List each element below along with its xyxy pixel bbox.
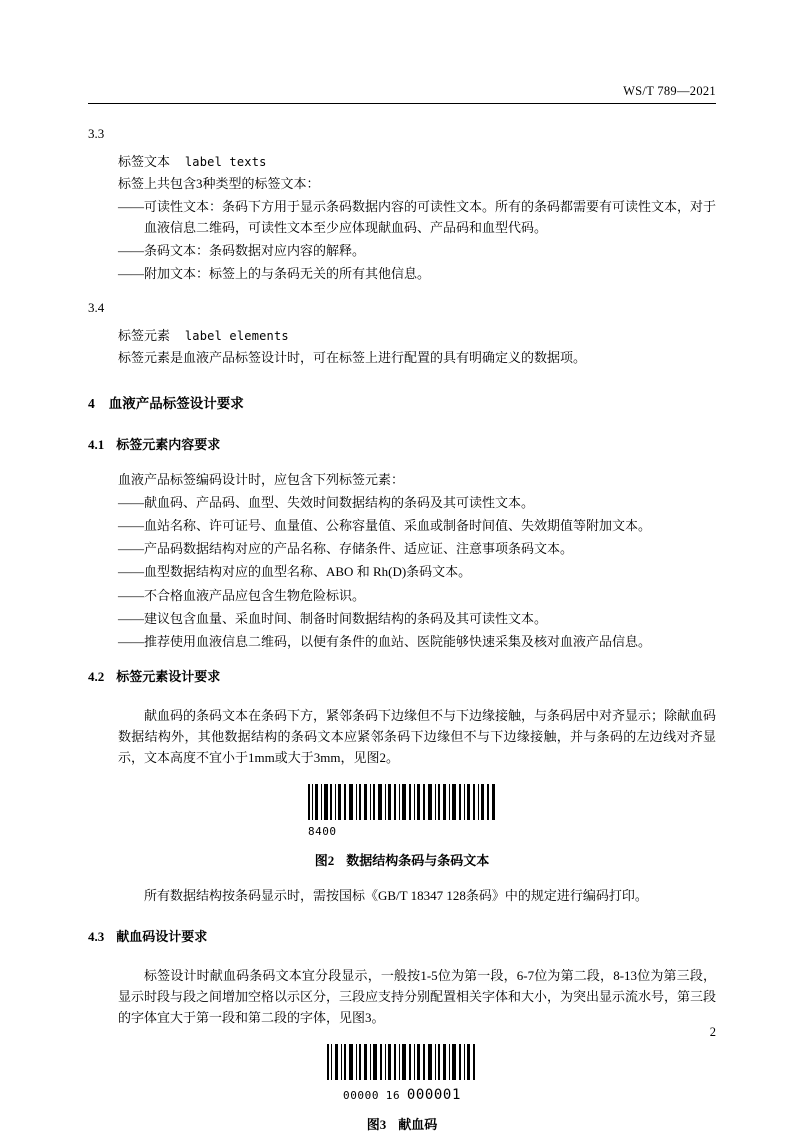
figure-3-barcode-text	[327, 1087, 477, 1103]
standard-code: WS/T 789—2021	[623, 84, 716, 98]
paragraph-4-3: 标签设计时献血码条码文本宜分段显示，一般按1-5位为第一段，6-7位为第二段，8-13位为第三段，显示时段与段之间增加空格以示区分，三段应支持分别配置相关字体和大小，为突出显示流水号，第三段的字体宜大于第一段和第二段的字体，见图3。	[118, 967, 717, 1025]
page-content	[88, 84, 716, 1137]
list-item-4-1-1: ——血站名称、许可证号、血量值、公称容量值、采血或制备时间值、失效期值等附加文本。	[118, 518, 652, 534]
paragraph-4-2-after: 所有数据结构按条码显示时，需按国标《GB/T 18347 128条码》中的规定进行编码打印。	[144, 887, 648, 903]
figure-2-barcode-text: 8400	[308, 824, 337, 838]
figure-2-text: 数据结构条码与条码文本	[346, 852, 490, 868]
donation-code-segment-2: 16	[385, 1088, 401, 1102]
figure-3-label: 图3	[366, 1116, 387, 1132]
figure-3-title	[88, 1114, 716, 1133]
paragraph-3-3-3: ——附加文本：标签上的与条码无关的所有其他信息。	[118, 266, 431, 282]
section-number-4-3: 4.3	[88, 928, 105, 944]
section-number-4-1: 4.1	[88, 437, 105, 453]
term-en-3-3: label texts	[184, 155, 267, 169]
list-item-4-1-0: ——献血码、产品码、血型、失效时间数据结构的条码及其可读性文本。	[118, 495, 535, 511]
figure-2-label: 图2	[314, 852, 335, 868]
paragraph-3-3-0: 标签上共包含3种类型的标签文本：	[118, 176, 320, 191]
section-number-3-3: 3.3	[88, 126, 105, 141]
paragraph-3-4-0: 标签元素是血液产品标签设计时，可在标签上进行配置的具有明确定义的数据项。	[118, 350, 587, 366]
paragraph-4-2: 献血码的条码文本在条码下方，紧邻条码下边缘但不与下边缘接触，与条码居中对齐显示；除献血码数据结构外，其他数据结构的条码文本应紧邻条码下边缘但不与下边缘接触，并与条码的左边线对齐显示，文本高度不宜小于1mm或大于3mm，见图2。	[118, 707, 717, 765]
paragraph-4-1-lead: 血液产品标签编码设计时，应包含下列标签元素：	[118, 472, 405, 488]
chapter-heading-4	[88, 392, 716, 412]
section-title-4-1: 标签元素内容要求	[116, 437, 221, 453]
section-heading-4-1	[88, 434, 716, 453]
list-item-4-1-2: ——产品码数据结构对应的产品名称、存储条件、适应证、注意事项条码文本。	[118, 541, 574, 557]
chapter-title-4: 血液产品标签设计要求	[108, 396, 244, 412]
paragraph-3-3-1: ——可读性文本：条码下方用于显示条码数据内容的可读性文本。所有的条码都需要有可读性文本，对于血液信息二维码，可读性文本至少应体现献血码、产品码和血型代码。	[118, 199, 717, 236]
term-3-3	[88, 151, 716, 170]
figure-3-barcode-wrap	[327, 1044, 477, 1103]
figure-3-text: 献血码	[398, 1116, 438, 1132]
section-heading-4-2	[88, 666, 716, 685]
term-3-4	[88, 325, 716, 344]
section-title-4-2: 标签元素设计要求	[116, 668, 221, 684]
list-item-4-1-6: ——推荐使用血液信息二维码，以便有条件的血站、医院能够快速采集及核对血液产品信息。	[118, 633, 652, 649]
chapter-number-4: 4	[88, 396, 95, 412]
document-body	[88, 104, 716, 1133]
term-cn-3-4: 标签元素	[118, 328, 171, 344]
section-title-4-3: 献血码设计要求	[116, 928, 208, 944]
page-number: 2	[709, 1025, 716, 1039]
donation-code-segment-3: 000001	[406, 1086, 461, 1103]
section-number-3-4: 3.4	[88, 300, 105, 316]
figure-3	[88, 1044, 716, 1133]
section-heading-4-3	[88, 926, 716, 945]
barcode-image	[308, 784, 496, 820]
donation-code-segment-1: 00000	[342, 1088, 380, 1102]
barcode-image	[327, 1044, 477, 1080]
figure-2-barcode-wrap	[308, 784, 496, 838]
term-en-3-4: label elements	[184, 329, 289, 344]
list-item-4-1-5: ——建议包含血量、采血时间、制备时间数据结构的条码及其可读性文本。	[118, 610, 548, 626]
list-item-4-1-4: ——不合格血液产品应包含生物危险标识。	[118, 587, 366, 603]
section-number-4-2: 4.2	[88, 668, 105, 684]
figure-2-title	[88, 850, 716, 869]
list-item-4-1-3: ——血型数据结构对应的血型名称、ABO 和 Rh(D)条码文本。	[118, 564, 472, 580]
paragraph-3-3-2: ——条码文本：条码数据对应内容的解释。	[118, 243, 366, 259]
page-header	[88, 84, 716, 104]
term-cn-3-3: 标签文本	[118, 154, 171, 169]
figure-2	[88, 784, 716, 869]
